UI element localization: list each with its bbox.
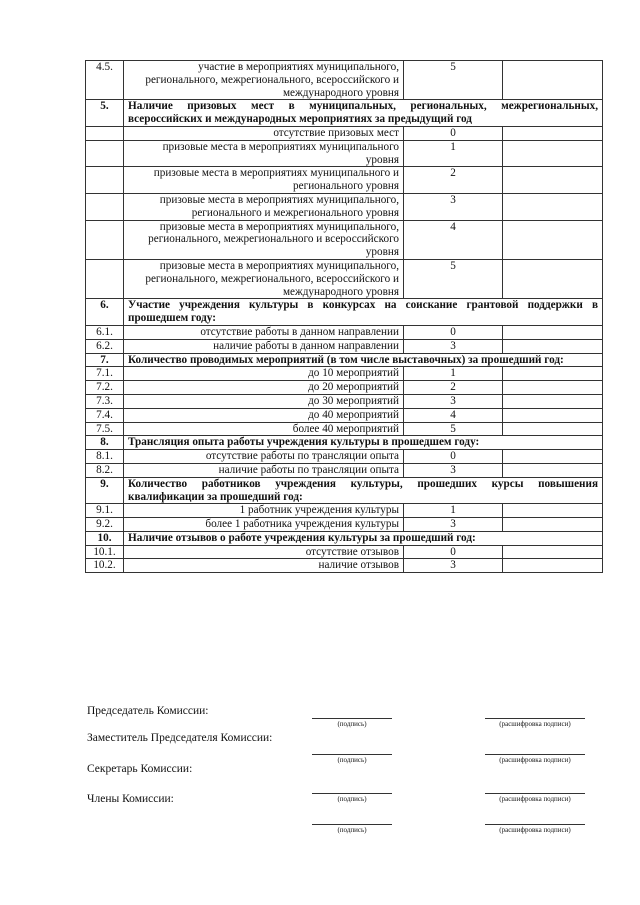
section-title: Количество работников учреждения культуры, прошедших курсы повышения квалификации за прошедший год:	[124, 477, 603, 504]
section-title: Количество проводимых мероприятий (в том числе выставочных) за прошедший год:	[124, 353, 603, 367]
criterion-row	[86, 394, 603, 408]
criterion-text: призовые места в мероприятиях муниципального уровня	[124, 140, 404, 167]
empty-score-cell[interactable]	[503, 325, 603, 339]
section-title: Наличие призовых мест в муниципальных, региональных, межрегиональных, всероссийских и международных мероприятиях за предыдущий год	[124, 100, 603, 127]
section-number: 8.	[86, 436, 124, 450]
criterion-row	[86, 408, 603, 422]
criterion-number: 7.3.	[86, 394, 124, 408]
criterion-score: 1	[404, 504, 503, 518]
criterion-text: отсутствие отзывов	[124, 545, 404, 559]
criterion-score: 3	[404, 193, 503, 220]
empty-score-cell[interactable]	[503, 408, 603, 422]
criterion-text: отсутствие призовых мест	[124, 126, 404, 140]
criterion-row	[86, 367, 603, 381]
section-header-row	[86, 531, 603, 545]
criterion-row	[86, 325, 603, 339]
criterion-score: 2	[404, 381, 503, 395]
signature-caption: (подпись)	[337, 795, 367, 803]
criterion-row	[86, 559, 603, 573]
decoding-caption: (расшифровка подписи)	[499, 795, 571, 803]
empty-score-cell[interactable]	[503, 518, 603, 532]
criterion-row	[86, 126, 603, 140]
signature-line	[312, 754, 392, 755]
criterion-number: 8.2.	[86, 463, 124, 477]
criterion-row	[86, 339, 603, 353]
decoding-caption: (расшифровка подписи)	[499, 756, 571, 764]
criterion-number: 10.2.	[86, 559, 124, 573]
criterion-score: 1	[404, 367, 503, 381]
signature-line	[312, 824, 392, 825]
criterion-score: 4	[404, 408, 503, 422]
criterion-score: 3	[404, 559, 503, 573]
criterion-row	[86, 193, 603, 220]
signature-caption: (подпись)	[337, 720, 367, 728]
criterion-row	[86, 463, 603, 477]
criterion-number: 4.5.	[86, 61, 124, 100]
criterion-number: 7.4.	[86, 408, 124, 422]
criterion-score: 2	[404, 167, 503, 194]
criterion-text: призовые места в мероприятиях муниципального, регионального, межрегионального и всероссийского уровня	[124, 220, 404, 259]
members-label: Члены Комиссии:	[87, 793, 174, 805]
signature-line	[312, 718, 392, 719]
criterion-row	[86, 545, 603, 559]
criterion-row	[86, 518, 603, 532]
empty-score-cell[interactable]	[503, 394, 603, 408]
section-header-row	[86, 299, 603, 326]
criterion-number: 6.2.	[86, 339, 124, 353]
section-number: 10.	[86, 531, 124, 545]
criterion-text: более 40 мероприятий	[124, 422, 404, 436]
empty-score-cell[interactable]	[503, 126, 603, 140]
criterion-score: 3	[404, 394, 503, 408]
criterion-number: 6.1.	[86, 325, 124, 339]
deputy-chairman-label: Заместитель Председателя Комиссии:	[87, 732, 273, 744]
criterion-text: отсутствие работы в данном направлении	[124, 325, 404, 339]
decoding-line	[485, 718, 585, 719]
criterion-score: 4	[404, 220, 503, 259]
chairman-label: Председатель Комиссии:	[87, 705, 209, 717]
criterion-number: 7.5.	[86, 422, 124, 436]
decoding-caption: (расшифровка подписи)	[499, 720, 571, 728]
criterion-text: наличие работы в данном направлении	[124, 339, 404, 353]
criterion-text: более 1 работника учреждения культуры	[124, 518, 404, 532]
criterion-score: 5	[404, 422, 503, 436]
empty-score-cell[interactable]	[503, 259, 603, 298]
criterion-text: призовые места в мероприятиях муниципального, регионального и межрегионального уровня	[124, 193, 404, 220]
criterion-number: 9.1.	[86, 504, 124, 518]
criterion-row	[86, 422, 603, 436]
decoding-caption: (расшифровка подписи)	[499, 826, 571, 834]
criterion-text: призовые места в мероприятиях муниципального и регионального уровня	[124, 167, 404, 194]
criterion-number	[86, 220, 124, 259]
section-header-row	[86, 436, 603, 450]
criterion-number	[86, 140, 124, 167]
criterion-row	[86, 504, 603, 518]
criterion-number: 7.1.	[86, 367, 124, 381]
section-number: 6.	[86, 299, 124, 326]
criterion-number: 7.2.	[86, 381, 124, 395]
criterion-text: до 30 мероприятий	[124, 394, 404, 408]
empty-score-cell[interactable]	[503, 463, 603, 477]
criterion-number	[86, 259, 124, 298]
criterion-text: наличие работы по трансляции опыта	[124, 463, 404, 477]
empty-score-cell[interactable]	[503, 381, 603, 395]
criterion-number	[86, 126, 124, 140]
section-header-row	[86, 477, 603, 504]
empty-score-cell[interactable]	[503, 504, 603, 518]
empty-score-cell[interactable]	[503, 61, 603, 100]
empty-score-cell[interactable]	[503, 545, 603, 559]
signature-caption: (подпись)	[337, 756, 367, 764]
empty-score-cell[interactable]	[503, 339, 603, 353]
empty-score-cell[interactable]	[503, 140, 603, 167]
criterion-score: 1	[404, 140, 503, 167]
empty-score-cell[interactable]	[503, 193, 603, 220]
criterion-text: до 10 мероприятий	[124, 367, 404, 381]
section-header-row	[86, 100, 603, 127]
section-number: 9.	[86, 477, 124, 504]
section-number: 7.	[86, 353, 124, 367]
section-header-row	[86, 353, 603, 367]
criterion-score: 3	[404, 518, 503, 532]
criterion-text: до 40 мероприятий	[124, 408, 404, 422]
criterion-row	[86, 61, 603, 100]
criterion-text: 1 работник учреждения культуры	[124, 504, 404, 518]
criterion-text: до 20 мероприятий	[124, 381, 404, 395]
criterion-number	[86, 167, 124, 194]
empty-score-cell[interactable]	[503, 559, 603, 573]
criterion-score: 0	[404, 126, 503, 140]
criterion-number	[86, 193, 124, 220]
criterion-score: 5	[404, 259, 503, 298]
criteria-table-body	[86, 61, 603, 573]
criterion-text: наличие отзывов	[124, 559, 404, 573]
criterion-score: 0	[404, 325, 503, 339]
section-number: 5.	[86, 100, 124, 127]
criterion-row	[86, 381, 603, 395]
criterion-number: 8.1.	[86, 450, 124, 464]
criterion-row	[86, 450, 603, 464]
criterion-score: 0	[404, 545, 503, 559]
criteria-table	[85, 60, 603, 573]
criterion-text: отсутствие работы по трансляции опыта	[124, 450, 404, 464]
criterion-number: 10.1.	[86, 545, 124, 559]
section-title: Трансляция опыта работы учреждения культуры в прошедшем году:	[124, 436, 603, 450]
criterion-text: участие в мероприятиях муниципального, регионального, межрегионального, всероссийского и международного уровня	[124, 61, 404, 100]
criterion-row	[86, 220, 603, 259]
criterion-score: 3	[404, 463, 503, 477]
decoding-line	[485, 754, 585, 755]
criterion-score: 0	[404, 450, 503, 464]
empty-score-cell[interactable]	[503, 220, 603, 259]
signature-line	[312, 793, 392, 794]
empty-score-cell[interactable]	[503, 422, 603, 436]
criterion-row	[86, 167, 603, 194]
decoding-line	[485, 824, 585, 825]
empty-score-cell[interactable]	[503, 450, 603, 464]
criterion-row	[86, 140, 603, 167]
signature-caption: (подпись)	[337, 826, 367, 834]
empty-score-cell[interactable]	[503, 167, 603, 194]
criterion-score: 3	[404, 339, 503, 353]
secretary-label: Секретарь Комиссии:	[87, 763, 193, 775]
criterion-row	[86, 259, 603, 298]
decoding-line	[485, 793, 585, 794]
criterion-number: 9.2.	[86, 518, 124, 532]
section-title: Участие учреждения культуры в конкурсах на соискание грантовой поддержки в прошедшем году:	[124, 299, 603, 326]
criterion-text: призовые места в мероприятиях муниципального, регионального, межрегионального, всероссийского и международного уровня	[124, 259, 404, 298]
criterion-score: 5	[404, 61, 503, 100]
section-title: Наличие отзывов о работе учреждения культуры за прошедший год:	[124, 531, 603, 545]
empty-score-cell[interactable]	[503, 367, 603, 381]
